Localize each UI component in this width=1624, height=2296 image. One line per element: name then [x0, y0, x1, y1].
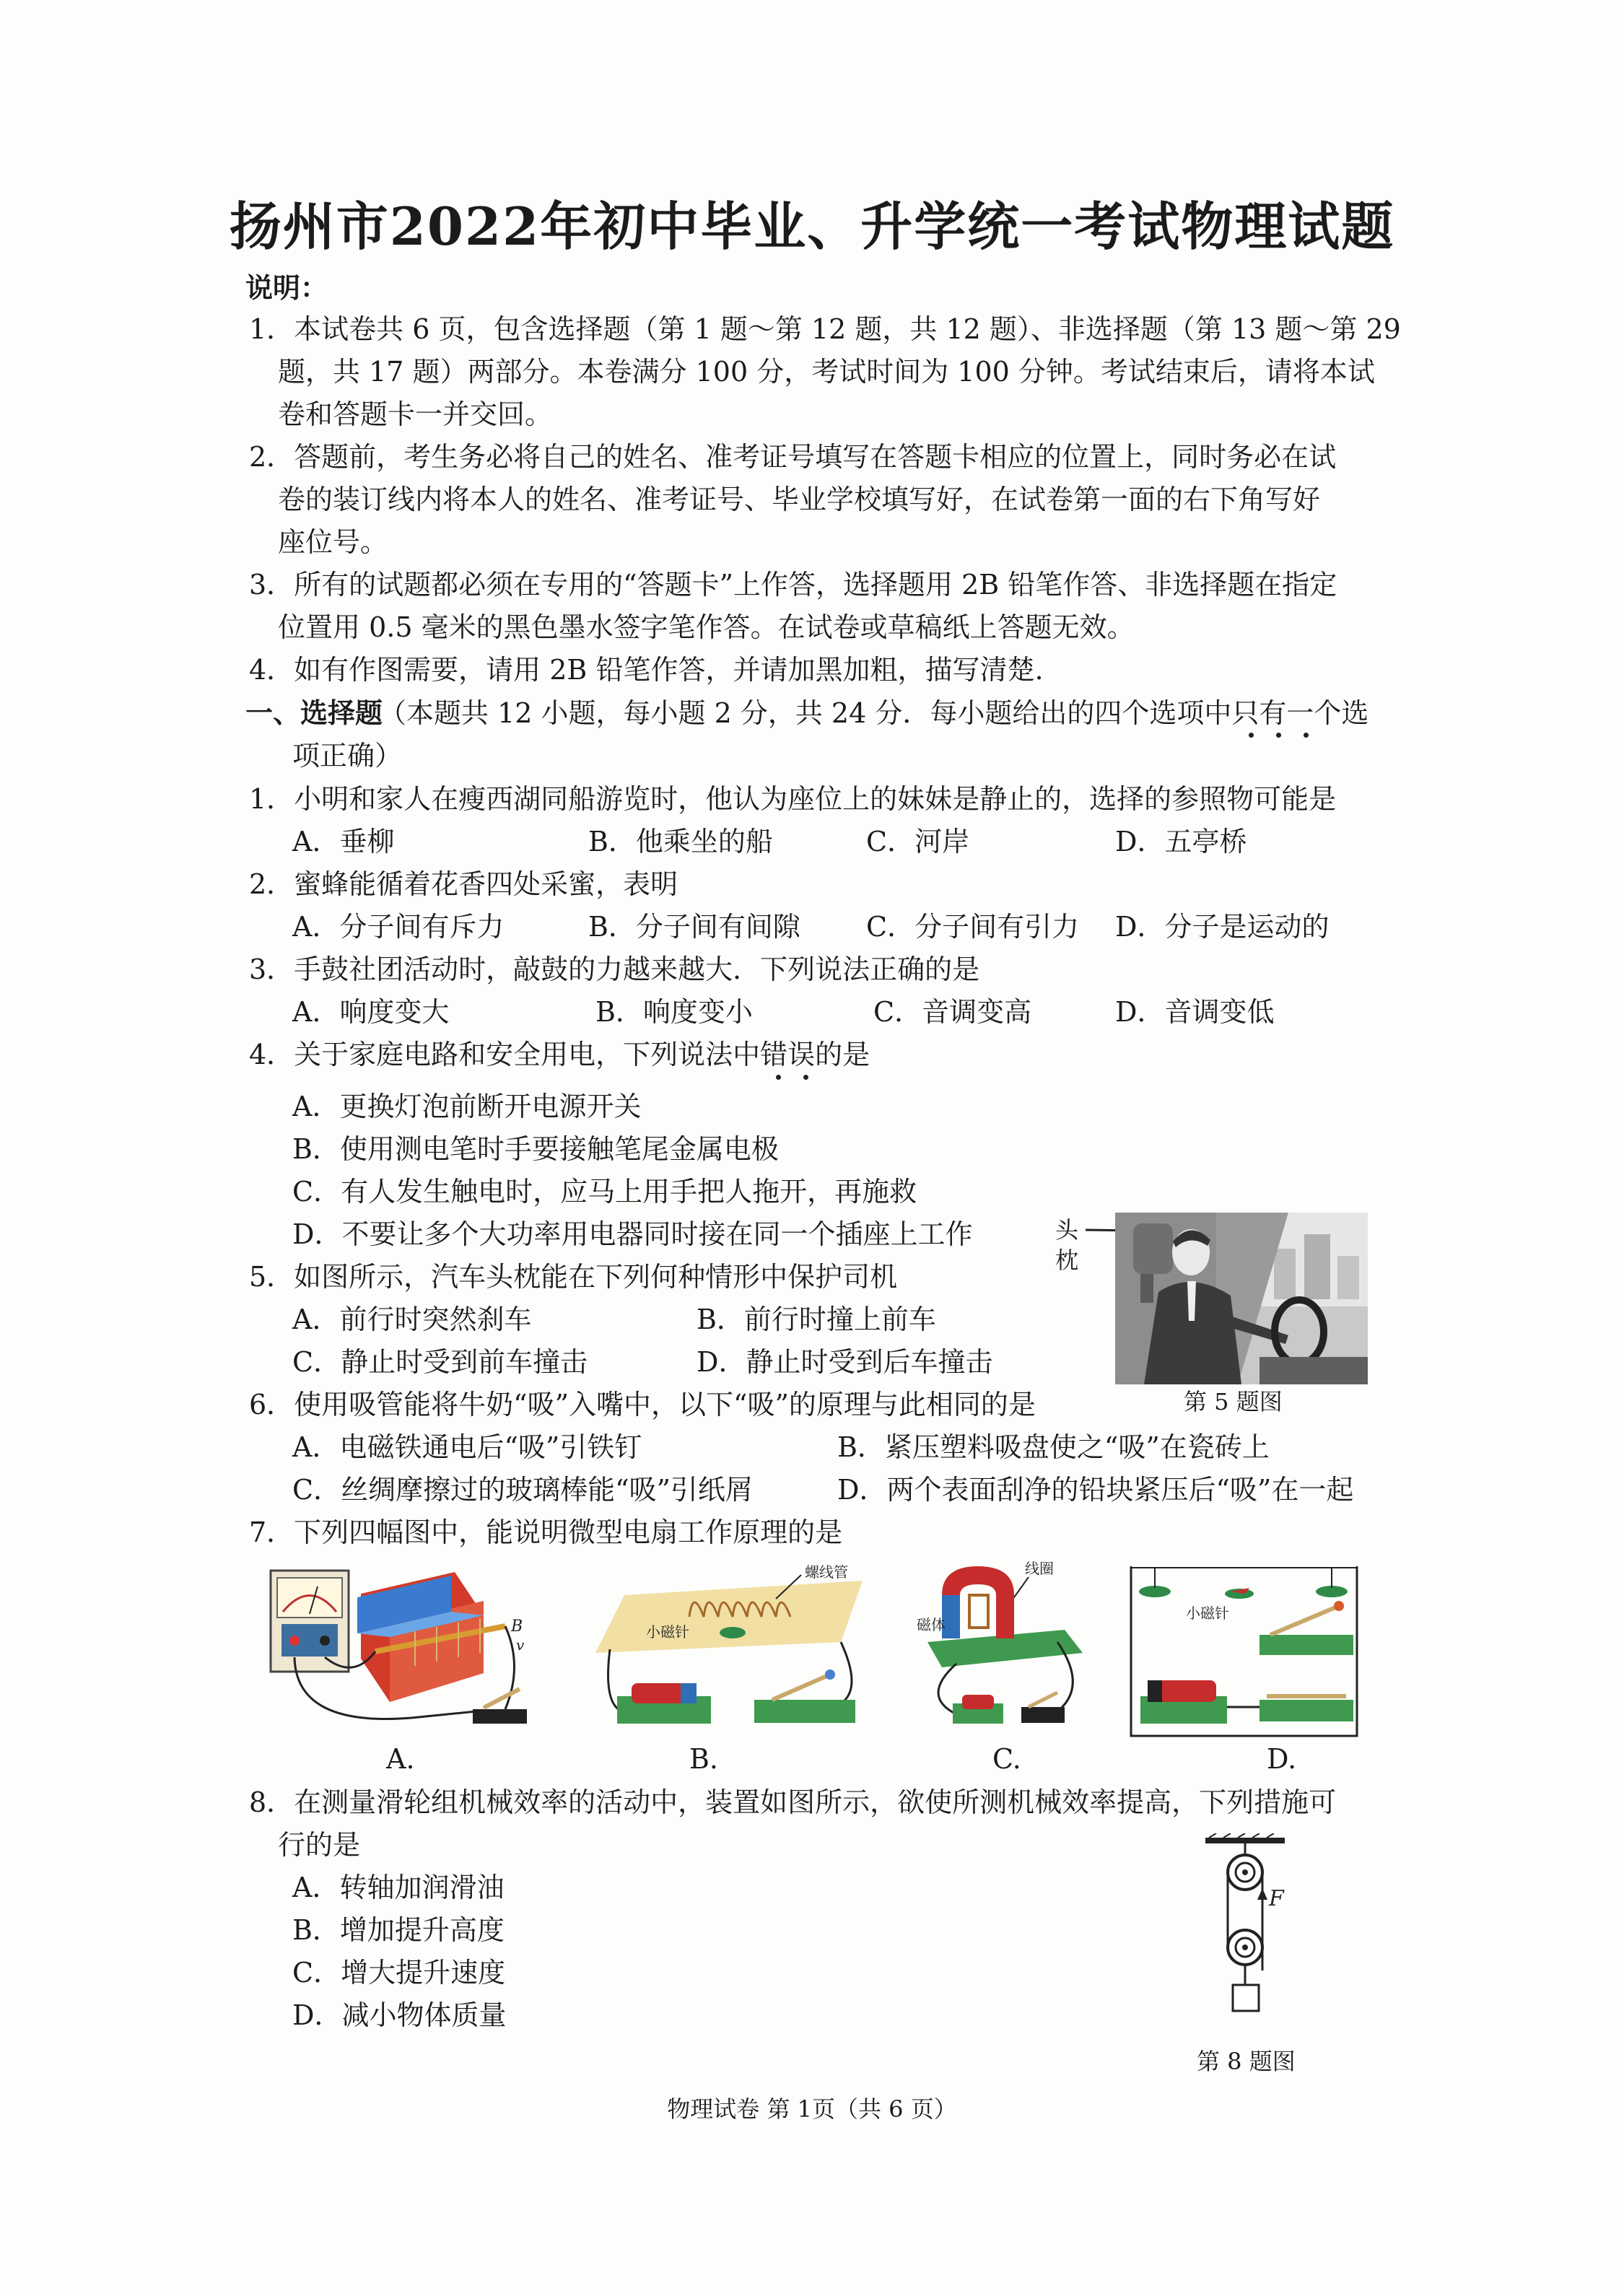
- q8-option-d: D．减小物体质量: [292, 1999, 507, 2031]
- figure-7d-oersted: [1122, 1552, 1364, 1738]
- q3-option-a: A．响度变大: [292, 996, 450, 1028]
- emphasis-dot: [803, 1075, 808, 1080]
- emphasis-dot: [1304, 733, 1309, 738]
- instruction-line: 1．本试卷共 6 页，包含选择题（第 1 题～第 12 题，共 12 题）、非选择题（第 13 题～第 29: [249, 313, 1401, 345]
- instructions-heading: 说明：: [245, 271, 328, 304]
- q6-option-b: B．紧压塑料吸盘使之“吸”在瓷砖上: [837, 1431, 1270, 1463]
- fig7c-label-coil: 线圈: [1025, 1560, 1054, 1577]
- q8-option-a: A．转轴加润滑油: [292, 1872, 505, 1903]
- page-footer: 物理试卷 第 1页（共 6 页）: [667, 2095, 957, 2123]
- question-6-stem: 6．使用吸管能将牛奶“吸”入嘴中，以下“吸”的原理与此相同的是: [249, 1389, 1036, 1420]
- figure-7c-motor: [913, 1552, 1093, 1738]
- fig7-caption-a: A.: [386, 1743, 415, 1775]
- q2-option-c: C．分子间有引力: [866, 911, 1080, 943]
- fig7-caption-b: B.: [689, 1743, 719, 1775]
- instruction-line: 题，共 17 题）两部分。本卷满分 100 分，考试时间为 100 分钟。考试结束后，请将本试: [278, 356, 1375, 388]
- instruction-line: 座位号。: [278, 526, 388, 558]
- instruction-line: 卷和答题卡一并交回。: [278, 398, 553, 430]
- q1-option-c: C．河岸: [866, 826, 970, 857]
- q5-option-b: B．前行时撞上前车: [697, 1304, 936, 1335]
- figure-5-car-driver: [1115, 1213, 1368, 1384]
- q3-option-b: B．响度变小: [595, 996, 753, 1028]
- q8-option-b: B．增加提升高度: [292, 1914, 505, 1946]
- q6-option-c: C．丝绸摩擦过的玻璃棒能“吸”引纸屑: [292, 1474, 753, 1506]
- emphasis-dot: [1276, 733, 1281, 738]
- q5-option-c: C．静止时受到前车撞击: [292, 1346, 588, 1378]
- instruction-line: 3．所有的试题都必须在专用的“答题卡”上作答，选择题用 2B 铅笔作答、非选择题在指定: [249, 569, 1337, 601]
- fig7c-label-magnet: 磁体: [917, 1616, 946, 1633]
- fig7a-letter-b: B: [511, 1618, 523, 1636]
- instruction-line: 4．如有作图需要，请用 2B 铅笔作答，并请加黑加粗，描写清楚.: [249, 654, 1044, 686]
- q6-option-d: D．两个表面刮净的铅块紧压后“吸”在一起: [837, 1474, 1354, 1506]
- q4-option-c: C．有人发生触电时，应马上用手把人拖开，再施救: [292, 1176, 917, 1208]
- q2-option-b: B．分子间有间隙: [588, 911, 800, 943]
- figure-7a-generator: [267, 1565, 541, 1738]
- q3-option-c: C．音调变高: [873, 996, 1032, 1028]
- page-title: 扬州市2022年初中毕业、升学统一考试物理试题: [229, 196, 1395, 257]
- question-4-stem: 4．关于家庭电路和安全用电，下列说法中错误的是: [249, 1039, 870, 1070]
- fig7-caption-c: C.: [992, 1743, 1021, 1775]
- q4-option-a: A．更换灯泡前断开电源开关: [292, 1091, 642, 1122]
- question-5-stem: 5．如图所示，汽车头枕能在下列何种情形中保护司机: [249, 1261, 898, 1293]
- q1-option-b: B．他乘坐的船: [588, 826, 773, 857]
- fig7a-letter-v: v: [516, 1636, 525, 1654]
- emphasis-dot: [776, 1075, 781, 1080]
- question-2-stem: 2．蜜蜂能循着花香四处采蜜，表明: [249, 868, 678, 900]
- q6-option-a: A．电磁铁通电后“吸”引铁钉: [292, 1431, 642, 1463]
- figure-7b-solenoid: [595, 1552, 870, 1738]
- fig5-label-rest: 枕: [1055, 1247, 1079, 1274]
- q4-option-b: B．使用测电笔时手要接触笔尾金属电极: [292, 1133, 779, 1165]
- question-7-stem: 7．下列四幅图中，能说明微型电扇工作原理的是: [249, 1516, 843, 1548]
- q4-option-d: D．不要让多个大功率用电器同时接在同一个插座上工作: [292, 1218, 973, 1250]
- section-desc: （本题共 12 小题，每小题 2 分，共 24 分．每小题给出的四个选项中只有一个选: [379, 697, 1369, 729]
- question-3-stem: 3．手鼓社团活动时，敲鼓的力越来越大．下列说法正确的是: [249, 953, 980, 985]
- fig8-force-label: F: [1269, 1886, 1284, 1911]
- q3-option-d: D．音调变低: [1115, 996, 1275, 1028]
- q2-option-d: D．分子是运动的: [1115, 911, 1330, 943]
- instruction-line: 位置用 0.5 毫米的黑色墨水签字笔作答。在试卷或草稿纸上答题无效。: [278, 611, 1135, 643]
- fig7b-label-needle: 小磁针: [646, 1623, 689, 1641]
- fig5-caption: 第 5 题图: [1184, 1388, 1283, 1415]
- instruction-line: 2．答题前，考生务必将自己的姓名、准考证号填写在答题卡相应的位置上，同时务必在试: [249, 441, 1337, 473]
- fig7-caption-d: D.: [1267, 1743, 1297, 1775]
- question-1-stem: 1．小明和家人在瘦西湖同船游览时，他认为座位上的妹妹是静止的，选择的参照物可能是: [249, 783, 1337, 815]
- q1-option-d: D．五亭桥: [1115, 826, 1247, 857]
- q5-option-a: A．前行时突然刹车: [292, 1304, 532, 1335]
- section-desc-2: 项正确）: [292, 740, 403, 772]
- instruction-line: 卷的装订线内将本人的姓名、准考证号、毕业学校填写好，在试卷第一面的右下角写好: [278, 484, 1321, 515]
- q1-option-a: A．垂柳: [292, 826, 395, 857]
- figure-8-pulley: [1191, 1833, 1299, 2043]
- fig7d-label-needle: 小磁针: [1186, 1605, 1229, 1622]
- fig7b-label-solenoid: 螺线管: [805, 1563, 848, 1581]
- section-label: 一、选择题: [245, 697, 383, 729]
- q8-option-c: C．增大提升速度: [292, 1957, 506, 1989]
- question-8-stem-2: 行的是: [278, 1829, 361, 1861]
- q5-option-d: D．静止时受到后车撞击: [697, 1346, 993, 1378]
- q2-option-a: A．分子间有斥力: [292, 911, 505, 943]
- emphasis-dot: [1249, 733, 1254, 738]
- fig5-label-head: 头: [1055, 1216, 1079, 1244]
- fig8-caption: 第 8 题图: [1197, 2048, 1296, 2075]
- question-8-stem: 8．在测量滑轮组机械效率的活动中，装置如图所示，欲使所测机械效率提高，下列措施可: [249, 1786, 1337, 1818]
